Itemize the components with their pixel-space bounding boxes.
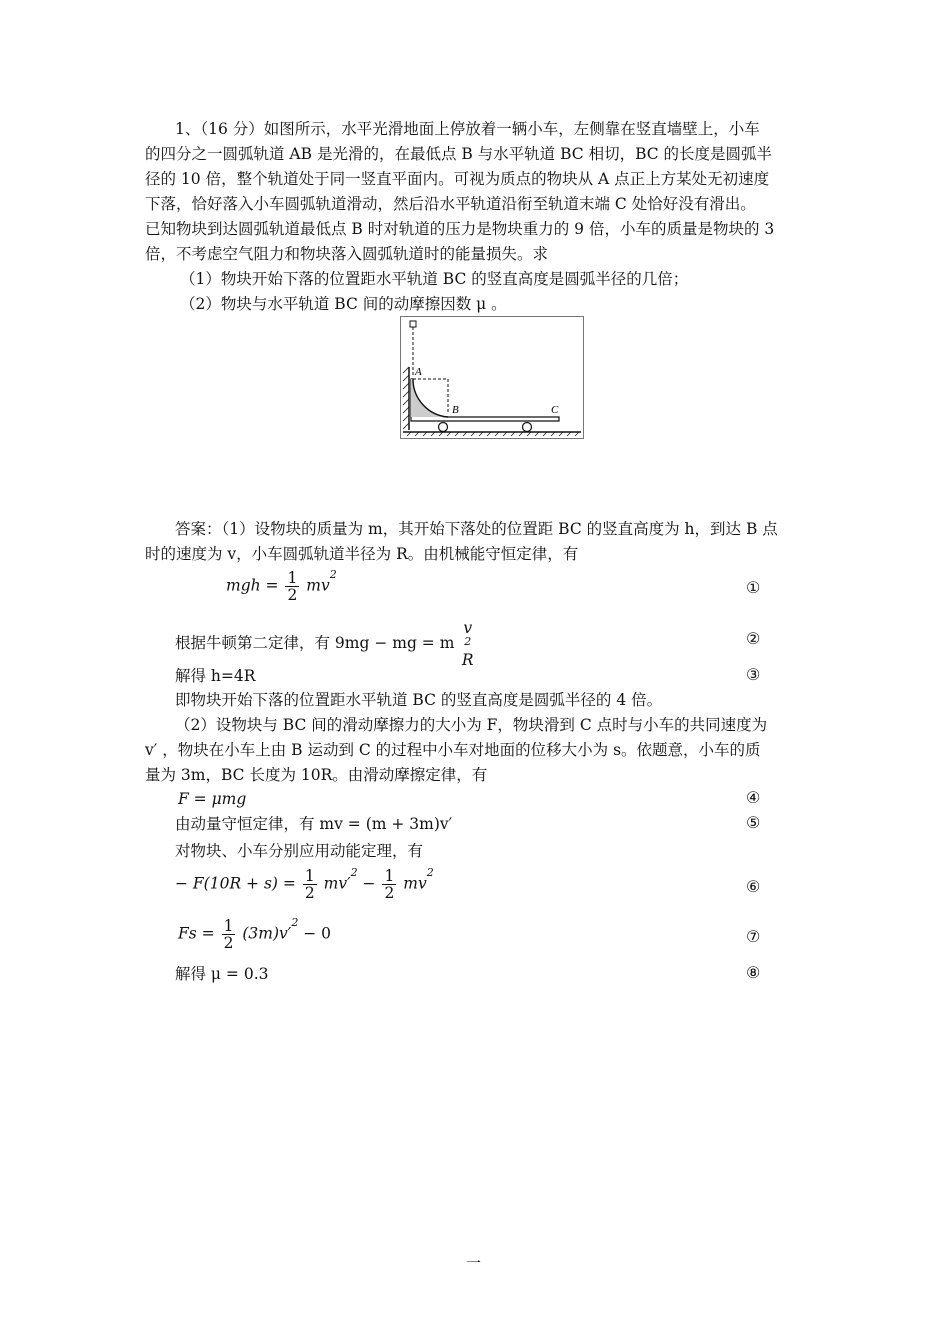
- superscript: 2: [464, 635, 472, 648]
- equation-5: 由动量守恒定律，有 mv = (m + 3m)v′: [175, 815, 453, 833]
- equation-4: F = μmg: [178, 790, 247, 808]
- problem-line: 1、（16 分）如图所示，水平光滑地面上停放着一辆小车，左侧靠在竖直墙壁上，小车: [175, 120, 760, 138]
- problem-line: 已知物块到达圆弧轨道最低点 B 时对轨道的压力是物块重力的 9 倍，小车的质量是物块的 3: [145, 220, 775, 238]
- equation-3: 解得 h=4R: [175, 667, 256, 685]
- part2-line: （2）设物块与 BC 间的滑动摩擦力的大小为 F，物块滑到 C 点时与小车的共同速度为: [175, 716, 768, 734]
- label-b: B: [452, 404, 459, 416]
- marker-3: ③: [746, 665, 761, 684]
- track-diagram: [400, 316, 584, 439]
- marker-6: ⑥: [746, 877, 761, 896]
- superscript: 2: [426, 866, 434, 879]
- marker-5: ⑤: [746, 813, 761, 832]
- frac-num: v: [463, 619, 473, 637]
- marker-2: ②: [746, 629, 761, 648]
- fraction-half: [222, 918, 236, 951]
- eq1-right: mv: [306, 576, 330, 595]
- block-icon: [410, 321, 416, 327]
- frac-num: 1: [304, 867, 315, 885]
- fraction-half: [303, 868, 317, 901]
- equation-8: 解得 μ = 0.3: [175, 965, 269, 983]
- answer-intro: 答案：（1）设物块的质量为 m，其开始下落处的位置距 BC 的竖直高度为 h，到达 B 点: [175, 520, 778, 538]
- eq6-intro: 对物块、小车分别应用动能定理，有: [175, 842, 424, 860]
- problem-line: 下落，恰好落入小车圆弧轨道滑动，然后沿水平轨道沿衔至轨道末端 C 处恰好没有滑出。: [145, 195, 756, 213]
- frac-den: R: [461, 651, 474, 669]
- answer-intro: 时的速度为 v，小车圆弧轨道半径为 R。由机械能守恒定律，有: [145, 545, 579, 563]
- frac-num: 1: [287, 569, 298, 587]
- marker-1: ①: [746, 578, 761, 597]
- problem-line: 倍，不考虑空气阻力和物块落入圆弧轨道时的能量损失。求: [145, 245, 549, 263]
- fraction-half: [382, 868, 396, 901]
- label-a: A: [415, 366, 422, 378]
- eq1-left: mgh =: [226, 576, 279, 595]
- question-2: （2）物块与水平轨道 BC 间的动摩擦因数 μ 。: [180, 295, 507, 313]
- frac-num: 1: [223, 917, 234, 935]
- equation-6: [175, 868, 434, 901]
- frac-den: 2: [223, 934, 234, 952]
- frac-den: 2: [304, 884, 315, 902]
- question-1: （1）物块开始下落的位置距水平轨道 BC 的竖直高度是圆弧半径的几倍；: [180, 270, 689, 288]
- page-footer: 一: [466, 1254, 482, 1272]
- eq6-mid: mv′: [323, 874, 351, 893]
- marker-7: ⑦: [746, 927, 761, 946]
- frac-den: 2: [287, 586, 298, 604]
- frac-den: 2: [384, 884, 395, 902]
- marker-4: ④: [746, 788, 761, 807]
- part2-line: v′ ，物块在小车上由 B 运动到 C 的过程中小车对地面的位移大小为 s。依题意，小车的质: [145, 741, 761, 759]
- problem-line: 的四分之一圆弧轨道 AB 是光滑的，在最低点 B 与水平轨道 BC 相切，BC 的长度是圆弧半: [145, 145, 773, 163]
- superscript: 2: [350, 866, 358, 879]
- superscript: 2: [329, 568, 337, 581]
- conclusion-1: 即物块开始下落的位置距水平轨道 BC 的竖直高度是圆弧半径的 4 倍。: [175, 691, 663, 709]
- fraction-half: [285, 570, 299, 603]
- eq7-tail: − 0: [303, 924, 332, 943]
- equation-7: [178, 918, 331, 951]
- eq6-right: mv: [403, 874, 427, 893]
- marker-8: ⑧: [746, 963, 761, 982]
- eq7-left: Fs =: [178, 924, 215, 943]
- superscript: 2: [291, 916, 299, 929]
- equation-1: [226, 570, 337, 603]
- problem-line: 径的 10 倍，整个轨道处于同一竖直平面内。可视为质点的物块从 A 点正上方某处无初速度: [145, 170, 770, 188]
- part2-line: 量为 3m，BC 长度为 10R。由滑动摩擦定律，有: [145, 766, 488, 784]
- frac-num: 1: [384, 867, 395, 885]
- eq2-text: 根据牛顿第二定律，有 9mg − mg = m: [175, 634, 455, 652]
- eq7-right: (3m)v′: [242, 924, 292, 943]
- equation-2: [175, 620, 476, 668]
- track-diagram-svg: [401, 317, 583, 438]
- fraction-v2-r: [461, 620, 474, 668]
- eq6-left: − F(10R + s) =: [175, 874, 296, 893]
- eq6-minus: −: [362, 874, 376, 893]
- label-c: C: [551, 404, 559, 416]
